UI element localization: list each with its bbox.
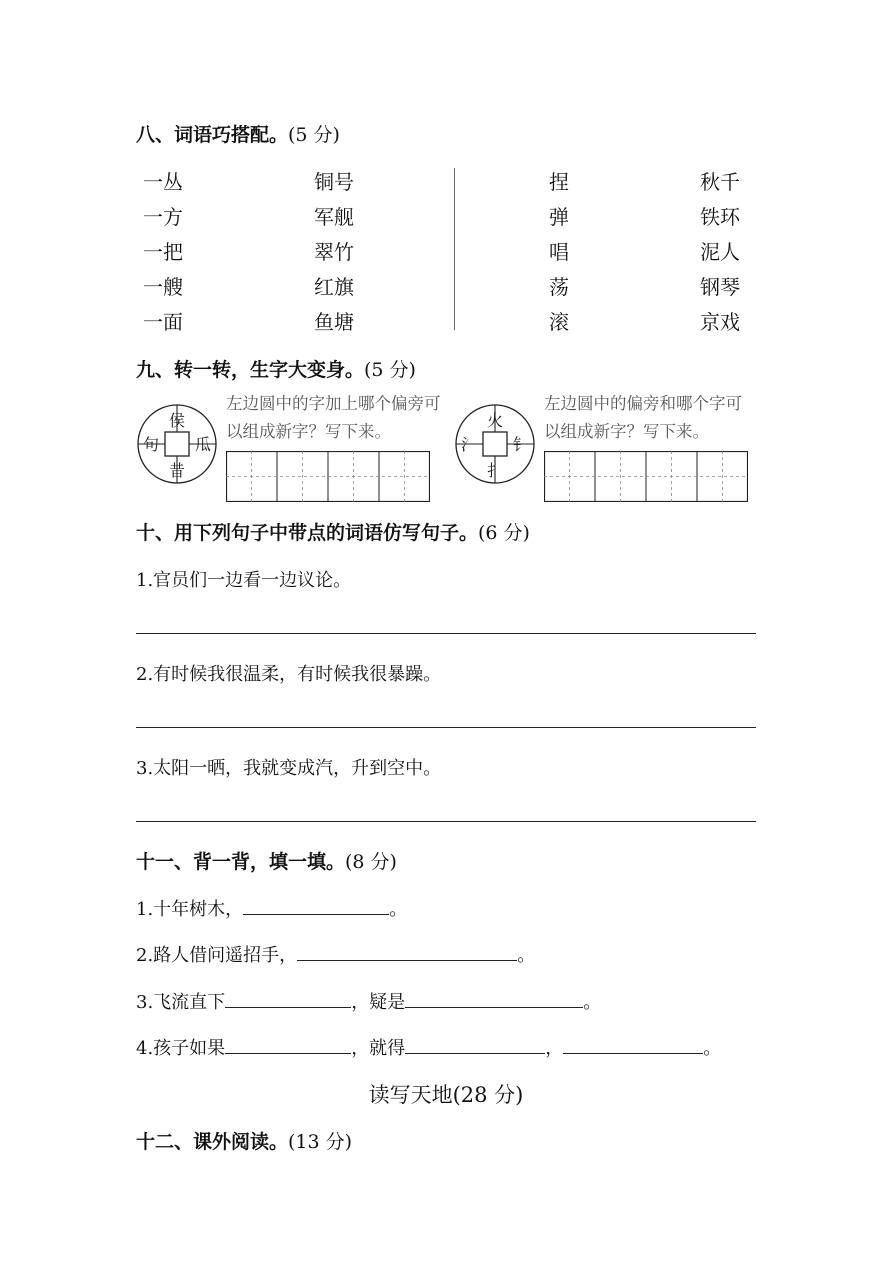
recite-2-blank[interactable] [297, 942, 517, 961]
noun-3: 翠竹 [314, 240, 354, 264]
measure-word-1: 一丛 [143, 170, 183, 194]
section-9-heading [136, 355, 416, 382]
verb-3: 唱 [549, 240, 569, 264]
object-2: 铁环 [700, 205, 740, 229]
object-5: 京戏 [700, 310, 740, 334]
recite-line-2 [136, 941, 535, 967]
wheel-1-instruction: 左边圆中的字加上哪个偏旁可以组成新字？写下来。 [226, 394, 441, 441]
answer-line-1[interactable] [136, 633, 756, 634]
recite-4-blank-1[interactable] [225, 1035, 351, 1054]
section-10-heading [136, 518, 530, 545]
wheel-2-left-char: 氵 [460, 435, 478, 454]
recite-4-comma: ， [545, 1038, 564, 1059]
answer-line-3[interactable] [136, 821, 756, 822]
measure-word-2: 一方 [143, 205, 183, 229]
measure-word-5: 一面 [143, 310, 183, 334]
section-8-heading [136, 120, 340, 147]
wheel-2-top-char: 火 [486, 411, 504, 430]
verb-5: 滚 [549, 310, 569, 334]
noun-1: 铜号 [314, 170, 354, 194]
character-wheel-1 [136, 403, 218, 485]
verb-4: 荡 [549, 275, 569, 299]
recite-3-middle: ，疑是 [351, 992, 406, 1013]
recite-4-blank-3[interactable] [563, 1035, 703, 1054]
recite-1-blank[interactable] [243, 896, 389, 915]
recite-3-prefix: 3.飞流直下 [136, 992, 226, 1013]
character-wheel-2 [454, 403, 536, 485]
imitation-sentence-1: 1.官员们一边看一边议论。 [136, 570, 352, 591]
recite-3-end: 。 [583, 992, 602, 1013]
measure-word-3: 一把 [143, 240, 183, 264]
section-11-score: (8 分) [345, 851, 397, 873]
section-11-heading [136, 847, 397, 874]
recite-4-blank-2[interactable] [405, 1035, 545, 1054]
verb-2: 弹 [549, 205, 569, 229]
noun-4: 红旗 [314, 275, 354, 299]
recite-2-prefix: 2.路人借问遥招手， [136, 945, 298, 966]
section-8-score: (5 分) [288, 124, 340, 146]
recite-1-end: 。 [389, 899, 408, 920]
object-1: 秋千 [700, 170, 740, 194]
writing-grid-1[interactable] [226, 451, 430, 502]
recite-4-end: 。 [703, 1038, 722, 1059]
recite-2-end: 。 [517, 945, 536, 966]
imitation-sentence-3: 3.太阳一晒，我就变成汽，升到空中。 [136, 758, 442, 779]
noun-5: 鱼塘 [314, 310, 354, 334]
recite-4-prefix: 4.孩子如果 [136, 1038, 226, 1059]
section-11-title: 十一、背一背，填一填。 [136, 851, 346, 873]
recite-3-blank-1[interactable] [225, 989, 351, 1008]
recite-1-prefix: 1.十年树木， [136, 899, 244, 920]
wheel-2-instruction: 左边圆中的偏旁和哪个字可以组成新字？写下来。 [544, 394, 742, 441]
section-9-score: (5 分) [364, 359, 416, 381]
wheel-2-right-char: 钅 [512, 435, 530, 454]
section-10-score: (6 分) [478, 522, 530, 544]
imitation-sentence-2: 2.有时候我很温柔，有时候我很暴躁。 [136, 664, 442, 685]
wheel-1-right-char: 瓜 [194, 435, 212, 454]
verb-1: 捏 [549, 170, 569, 194]
recite-line-3 [136, 988, 601, 1014]
wheel-2-bottom-char: 扌 [486, 461, 504, 480]
section-12-title: 十二、课外阅读。 [136, 1131, 289, 1153]
section-12-heading [136, 1127, 352, 1154]
writing-grid-2[interactable] [544, 451, 748, 502]
noun-2: 军舰 [314, 205, 354, 229]
recite-line-4 [136, 1034, 721, 1060]
column-divider [454, 168, 455, 330]
recite-4-middle: ，就得 [351, 1038, 406, 1059]
section-12-score: (13 分) [288, 1131, 353, 1153]
wheel-1-left-char: 句 [142, 435, 160, 454]
part-title: 读写天地(28 分) [368, 1083, 524, 1107]
object-4: 钢琴 [700, 275, 740, 299]
answer-line-2[interactable] [136, 727, 756, 728]
object-3: 泥人 [700, 240, 740, 264]
wheel-1-top-char: 侯 [168, 411, 186, 430]
section-10-title: 十、用下列句子中带点的词语仿写句子。 [136, 522, 479, 544]
recite-line-1 [136, 895, 407, 921]
measure-word-4: 一艘 [143, 275, 183, 299]
section-9-title: 九、转一转，生字大变身。 [136, 359, 365, 381]
wheel-1-bottom-char: 昔 [168, 461, 186, 480]
section-8-title: 八、词语巧搭配。 [136, 124, 289, 146]
recite-3-blank-2[interactable] [405, 989, 583, 1008]
